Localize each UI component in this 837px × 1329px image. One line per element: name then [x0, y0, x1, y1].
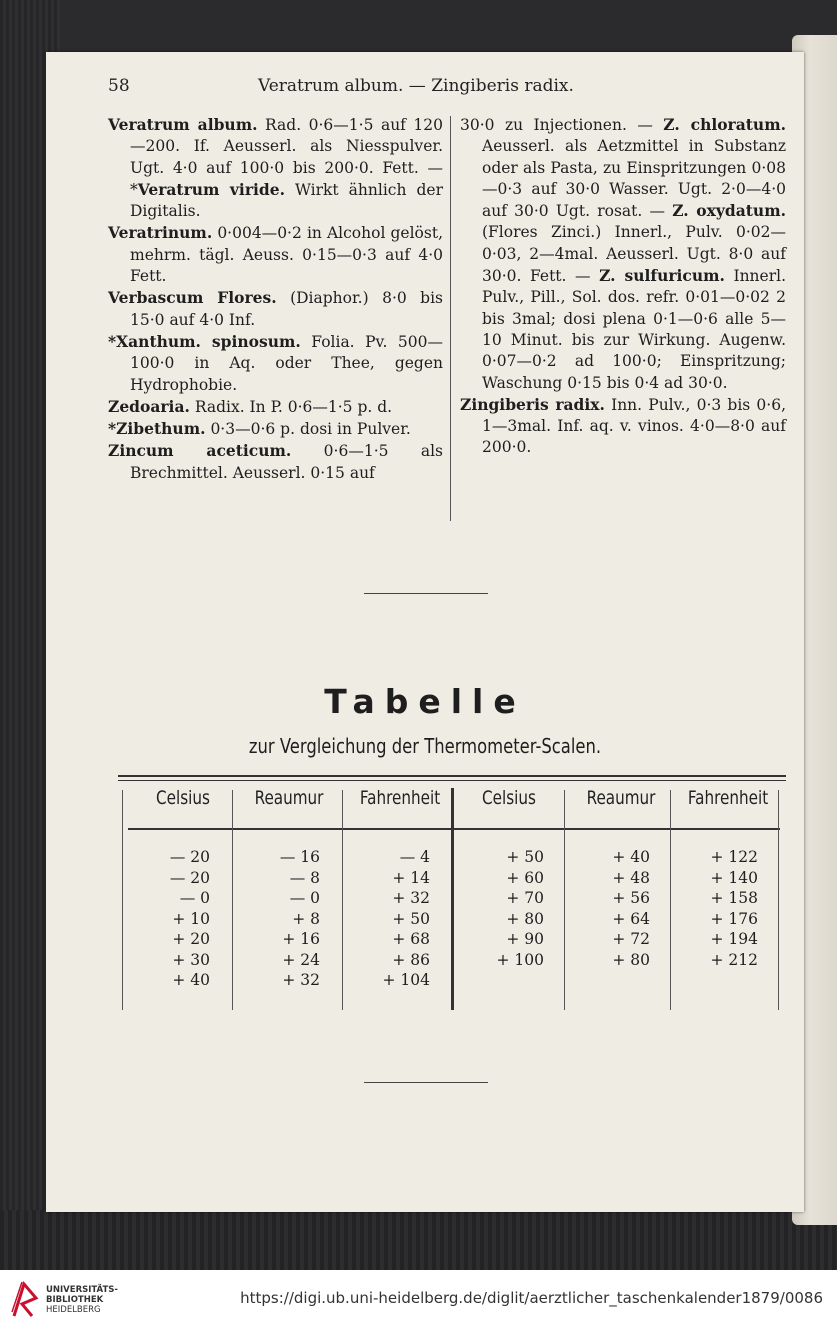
entry-text: Folia. Pv. 500—100·0 in Aq. oder Thee, gegen Hydrophobie.: [130, 332, 443, 394]
section-rule: [364, 593, 488, 594]
table-cell: + 64: [612, 909, 650, 928]
table-vline-center: [451, 788, 454, 1010]
entry-keyword: Zingiberis radix.: [460, 394, 605, 414]
table-cell: + 40: [612, 848, 650, 866]
table-col-celsius-2: [472, 847, 544, 970]
entry-keyword: Z. sulfuricum.: [599, 266, 725, 286]
dictionary-entry: [108, 418, 443, 440]
library-logo-text: UNIVERSITÄTS- BIBLIOTHEK HEIDELBERG: [46, 1285, 118, 1315]
entry-text: 30·0 zu Injectionen. —: [460, 116, 664, 134]
entry-keyword: *Xanthum. spinosum.: [108, 331, 301, 351]
table-cell: + 68: [392, 930, 430, 948]
entry-text: Rad. 0·6—1·5 auf 120—200. If. Aeusserl. als Niesspulver. Ugt. 4·0 auf 100·0 bis 200·0. Fett. — *: [130, 116, 444, 199]
table-vline: [564, 790, 565, 1010]
table-cell: + 90: [506, 930, 544, 948]
dictionary-entry: [108, 396, 443, 418]
table-vline: [122, 790, 123, 1010]
table-cell: + 212: [710, 950, 758, 969]
entry-keyword: Verbascum Flores.: [108, 288, 277, 308]
table-vline: [232, 790, 233, 1010]
entry-keyword: Zedoaria.: [108, 396, 190, 416]
dictionary-entry: [108, 287, 443, 331]
header-fahrenheit-1: Fahrenheit: [359, 787, 441, 809]
table-col-reaumur-2: [586, 847, 650, 970]
table-cell: + 140: [710, 868, 758, 887]
dictionary-entry: [108, 222, 443, 287]
table-cell: + 20: [172, 930, 210, 948]
table-cell: + 80: [506, 909, 544, 928]
table-cell: + 176: [710, 909, 758, 928]
entry-keyword: Z. chloratum.: [663, 115, 786, 134]
table-cell: + 72: [612, 930, 650, 948]
dictionary-entry: [108, 114, 443, 222]
table-col-fahrenheit-2: [690, 847, 758, 970]
header-celsius-2: Celsius: [482, 787, 536, 809]
dictionary-entry: [460, 114, 786, 394]
entry-text: Aeusserl. als Aetzmittel in Substanz oder als Pasta, zu Einspritzungen 0·08—0·3 auf 30·0 Wasser. Ugt. 2·0—4·0 auf 30·0 Ugt. rosat. —: [482, 137, 786, 221]
table-cell: + 70: [506, 889, 544, 907]
table-vline: [342, 790, 343, 1010]
table-subtitle: zur Vergleichung der Thermometer-Scalen.: [248, 734, 602, 758]
table-vline: [670, 790, 671, 1010]
entry-text: (Flores Zinci.) Innerl., Pulv. 0·02—0·03, 2—4mal. Aeusserl. Ugt. 8·0 auf 30·0. Fett. —: [482, 223, 786, 286]
closing-rule: [364, 1082, 488, 1083]
table-cell: + 158: [710, 889, 758, 907]
table-col-celsius-1: [142, 847, 210, 991]
header-reaumur-1: Reaumur: [254, 787, 324, 809]
table-cell: + 32: [282, 971, 320, 989]
entry-keyword: Veratrum viride.: [137, 179, 285, 199]
table-cell: + 14: [392, 868, 430, 887]
viewer-footer: [0, 1270, 837, 1329]
entry-keyword: Zincum aceticum.: [108, 441, 292, 461]
table-col-fahrenheit-1: [356, 847, 430, 991]
table-cell: + 56: [612, 889, 650, 907]
table-col-reaumur-1: [252, 847, 320, 991]
table-cell: + 104: [382, 971, 430, 989]
entry-text: Innerl. Pulv., Pill., Sol. dos. refr. 0·01—0·02 2 bis 3mal; dosi plena 0·1—0·6 alle 5—10 Minut. bis zur Wirkung. Augenw. 0·07—0·2 ad 100·0; Einspritzung; Waschung 0·15 bis 0·4 ad 30·0.: [482, 267, 787, 392]
table-cell: + 60: [506, 868, 544, 887]
dictionary-entry: [108, 440, 443, 484]
header-reaumur-2: Reaumur: [586, 787, 656, 809]
entry-keyword: Veratrum album.: [108, 115, 258, 134]
source-url[interactable]: https://digi.ub.uni-heidelberg.de/diglit/aerztlicher_taschenkalender1879/0086: [240, 1289, 823, 1307]
table-cell: + 50: [392, 909, 430, 928]
entry-text: 0·6—1·5 als Brechmittel. Aeusserl. 0·15 auf: [130, 442, 443, 482]
table-top-rule: [118, 775, 786, 781]
table-cell: + 8: [292, 909, 320, 928]
entry-keyword: Z. oxydatum.: [672, 201, 787, 221]
entry-text: 0·004—0·2 in Alcohol gelöst, mehrm. tägl. Aeuss. 0·15—0·3 auf 4·0 Fett.: [130, 224, 443, 286]
table-cell: — 0: [289, 889, 320, 907]
column-divider: [450, 116, 451, 521]
entry-keyword: Veratrinum.: [108, 223, 213, 243]
table-cell: — 20: [169, 868, 210, 887]
table-cell: + 40: [172, 971, 210, 989]
entry-keyword: *Zibethum.: [108, 419, 206, 439]
table-cell: + 50: [506, 848, 544, 866]
right-text-column: [460, 114, 786, 459]
table-title: Tabelle: [324, 682, 526, 721]
table-cell: + 30: [172, 950, 210, 969]
table-cell: + 86: [392, 950, 430, 969]
table-cell: — 20: [169, 848, 210, 866]
table-cell: + 80: [612, 950, 650, 969]
table-cell: — 16: [279, 848, 320, 866]
entry-text: (Diaphor.) 8·0 bis 15·0 auf 4·0 Inf.: [130, 289, 444, 329]
table-cell: + 10: [172, 909, 210, 928]
dictionary-entry: [460, 394, 786, 459]
header-fahrenheit-2: Fahrenheit: [687, 787, 769, 809]
table-cell: + 32: [392, 889, 430, 907]
scan-background-bottom: [0, 1210, 837, 1270]
running-title: Veratrum album. — Zingiberis radix.: [258, 76, 574, 96]
entry-text: 0·3—0·6 p. dosi in Pulver.: [205, 420, 411, 439]
table-cell: + 122: [710, 848, 758, 866]
table-cell: + 48: [612, 868, 650, 887]
header-celsius-1: Celsius: [156, 787, 210, 809]
entry-text: Inn. Pulv., 0·3 bis 0·6, 1—3mal. Inf. aq. v. vinos. 4·0—8·0 auf 200·0.: [482, 395, 786, 457]
table-vline: [778, 790, 779, 1010]
table-cell: + 100: [496, 950, 544, 969]
left-text-column: [108, 114, 443, 484]
page-number: 58: [108, 76, 130, 96]
entry-text: Radix. In P. 0·6—1·5 p. d.: [189, 397, 393, 416]
library-logo-icon: [10, 1278, 40, 1320]
dictionary-entry: [108, 331, 443, 396]
table-cell: — 0: [179, 889, 210, 907]
table-cell: + 16: [282, 930, 320, 948]
entry-text: Wirkt ähnlich der Digitalis.: [130, 180, 443, 221]
table-cell: + 24: [282, 950, 320, 969]
book-page: [46, 52, 804, 1212]
table-cell: — 4: [399, 848, 430, 866]
table-cell: + 194: [710, 930, 758, 948]
table-header-rule: [128, 828, 780, 830]
table-cell: — 8: [289, 868, 320, 887]
